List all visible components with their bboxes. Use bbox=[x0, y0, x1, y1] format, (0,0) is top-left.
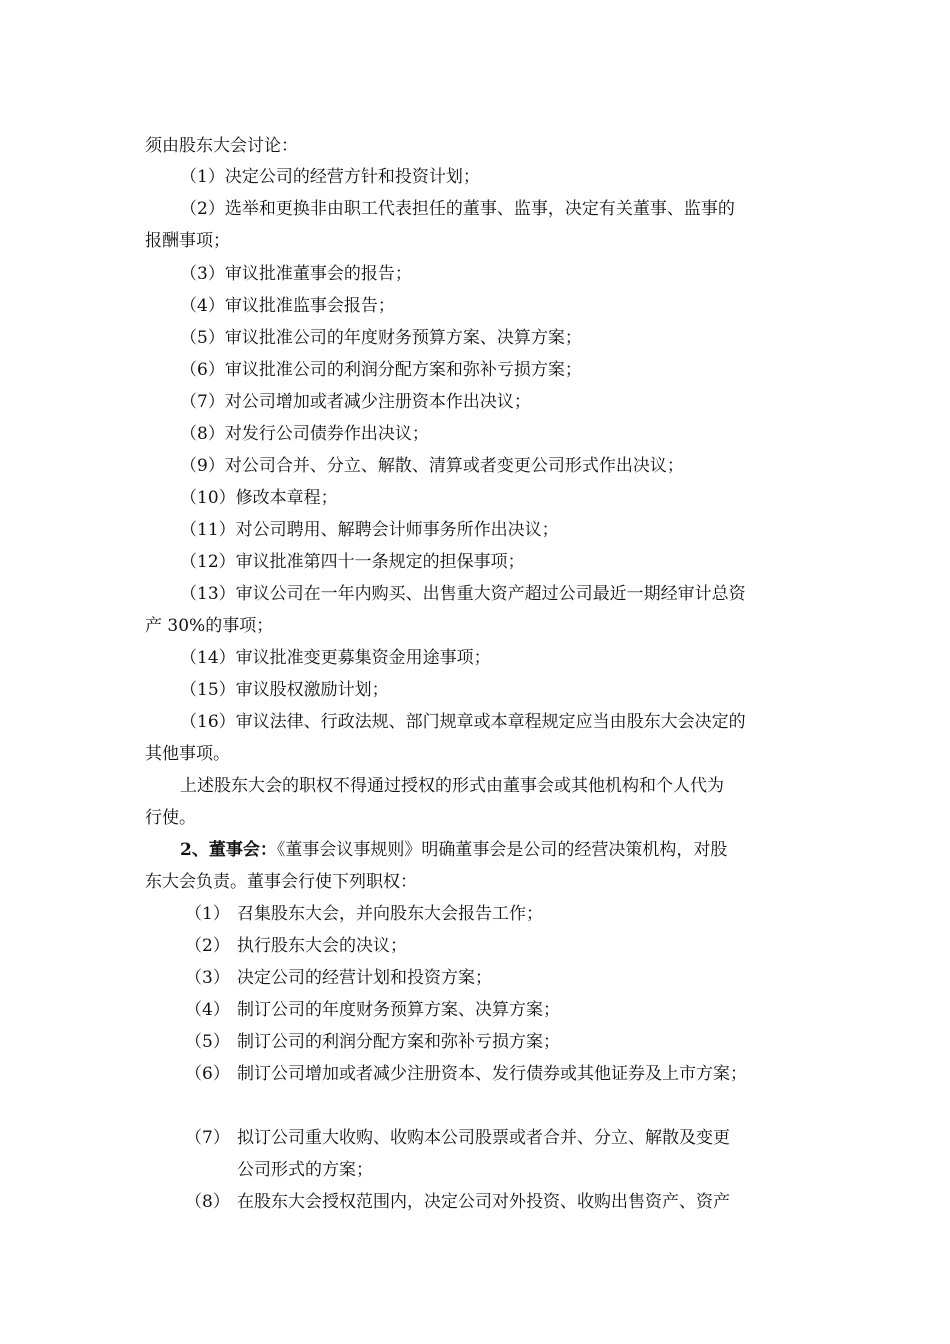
item-number: （12） bbox=[180, 552, 236, 572]
shareholder-item-13 bbox=[180, 582, 746, 606]
board-item-4 bbox=[0, 998, 950, 1022]
item-text: 审议批准公司的利润分配方案和弥补亏损方案； bbox=[224, 360, 582, 380]
board-item-8 bbox=[0, 1190, 950, 1214]
item-number: （15） bbox=[180, 680, 236, 700]
item-text: 在股东大会授权范围内，决定公司对外投资、收购出售资产、资产 bbox=[237, 1192, 730, 1212]
item-text: 修改本章程； bbox=[235, 488, 338, 508]
shareholder-item-8 bbox=[180, 422, 429, 446]
shareholder-item-12 bbox=[180, 550, 525, 574]
item-number: （4） bbox=[180, 296, 225, 316]
board-item-7 bbox=[0, 1126, 950, 1150]
item-number: （16） bbox=[180, 712, 236, 732]
item-number: （10） bbox=[180, 488, 236, 508]
item-text: 决定公司的经营方针和投资计划； bbox=[224, 167, 480, 187]
board-item-3 bbox=[0, 966, 950, 990]
item-text: 对发行公司债券作出决议； bbox=[224, 424, 429, 444]
item-number: （7） bbox=[180, 392, 225, 412]
item-text: 拟订公司重大收购、收购本公司股票或者合并、分立、解散及变更 bbox=[237, 1128, 730, 1148]
shareholder-item-16 bbox=[180, 710, 746, 734]
shareholder-item-15 bbox=[180, 678, 389, 702]
shareholder-item-16-continuation: 其他事项。 bbox=[145, 744, 230, 764]
item-text: 审议批准公司的年度财务预算方案、决算方案； bbox=[224, 328, 582, 348]
item-text: 制订公司的利润分配方案和弥补亏损方案； bbox=[237, 1032, 560, 1052]
item-text: 审议公司在一年内购买、出售重大资产超过公司最近一期经审计总资 bbox=[235, 584, 746, 604]
shareholder-item-9 bbox=[180, 454, 684, 478]
item-number: （14） bbox=[180, 648, 236, 668]
item-text: 选举和更换非由职工代表担任的董事、监事，决定有关董事、监事的 bbox=[224, 199, 735, 219]
item-text: 执行股东大会的决议； bbox=[237, 936, 407, 956]
item-number: （8） bbox=[185, 1192, 230, 1212]
item-text: 制订公司的年度财务预算方案、决算方案； bbox=[237, 1000, 560, 1020]
item-number: （4） bbox=[185, 1000, 230, 1020]
board-item-7-continuation: 公司形式的方案； bbox=[237, 1160, 373, 1180]
item-text: 对公司合并、分立、解散、清算或者变更公司形式作出决议； bbox=[224, 456, 684, 476]
board-section-heading: 2、董事会： bbox=[180, 840, 277, 860]
item-number: （2） bbox=[185, 936, 230, 956]
item-text: 召集股东大会，并向股东大会报告工作； bbox=[237, 904, 543, 924]
item-text: 审议批准第四十一条规定的担保事项； bbox=[235, 552, 525, 572]
closing-paragraph-line1: 上述股东大会的职权不得通过授权的形式由董事会或其他机构和个人代为 bbox=[180, 776, 724, 796]
closing-paragraph-line2: 行使。 bbox=[145, 808, 196, 828]
shareholder-item-6 bbox=[180, 358, 582, 382]
item-number: （7） bbox=[185, 1128, 230, 1148]
item-number: （13） bbox=[180, 584, 236, 604]
board-item-1 bbox=[0, 902, 950, 926]
item-number: （5） bbox=[185, 1032, 230, 1052]
board-item-2 bbox=[0, 934, 950, 958]
shareholder-item-2 bbox=[180, 197, 735, 221]
board-section-intro-text: 《董事会议事规则》明确董事会是公司的经营决策机构，对股 bbox=[276, 840, 728, 860]
item-text: 审议股权激励计划； bbox=[235, 680, 389, 700]
board-item-6 bbox=[0, 1062, 950, 1086]
shareholder-item-7 bbox=[180, 390, 531, 414]
item-text: 决定公司的经营计划和投资方案； bbox=[237, 968, 492, 988]
shareholder-item-11 bbox=[180, 518, 559, 542]
item-number: （6） bbox=[180, 360, 225, 380]
item-number: （3） bbox=[185, 968, 230, 988]
item-text: 制订公司增加或者减少注册资本、发行债券或其他证券及上市方案； bbox=[237, 1064, 747, 1084]
item-text: 对公司增加或者减少注册资本作出决议； bbox=[224, 392, 531, 412]
board-section-intro bbox=[180, 838, 727, 862]
item-number: （11） bbox=[180, 520, 236, 540]
board-item-5 bbox=[0, 1030, 950, 1054]
item-text: 审议法律、行政法规、部门规章或本章程规定应当由股东大会决定的 bbox=[235, 712, 746, 732]
shareholder-item-14 bbox=[180, 646, 491, 670]
shareholder-item-1 bbox=[180, 165, 480, 189]
item-number: （3） bbox=[180, 264, 225, 284]
shareholder-item-2-continuation: 报酬事项； bbox=[145, 231, 230, 251]
intro-line: 须由股东大会讨论： bbox=[145, 136, 298, 156]
item-number: （8） bbox=[180, 424, 225, 444]
shareholder-item-10 bbox=[180, 486, 338, 510]
shareholder-item-4 bbox=[180, 294, 395, 318]
item-number: （9） bbox=[180, 456, 225, 476]
item-text: 审议批准董事会的报告； bbox=[224, 264, 412, 284]
item-number: （5） bbox=[180, 328, 225, 348]
item-text: 对公司聘用、解聘会计师事务所作出决议； bbox=[235, 520, 559, 540]
shareholder-item-3 bbox=[180, 262, 412, 286]
item-text: 审议批准变更募集资金用途事项； bbox=[235, 648, 491, 668]
item-number: （1） bbox=[185, 904, 230, 924]
item-number: （6） bbox=[185, 1064, 230, 1084]
item-number: （1） bbox=[180, 167, 225, 187]
shareholder-item-13-continuation: 产 30%的事项； bbox=[145, 616, 274, 636]
board-section-intro-continuation: 东大会负责。董事会行使下列职权： bbox=[145, 872, 417, 892]
shareholder-item-5 bbox=[180, 326, 582, 350]
item-text: 审议批准监事会报告； bbox=[224, 296, 395, 316]
item-number: （2） bbox=[180, 199, 225, 219]
